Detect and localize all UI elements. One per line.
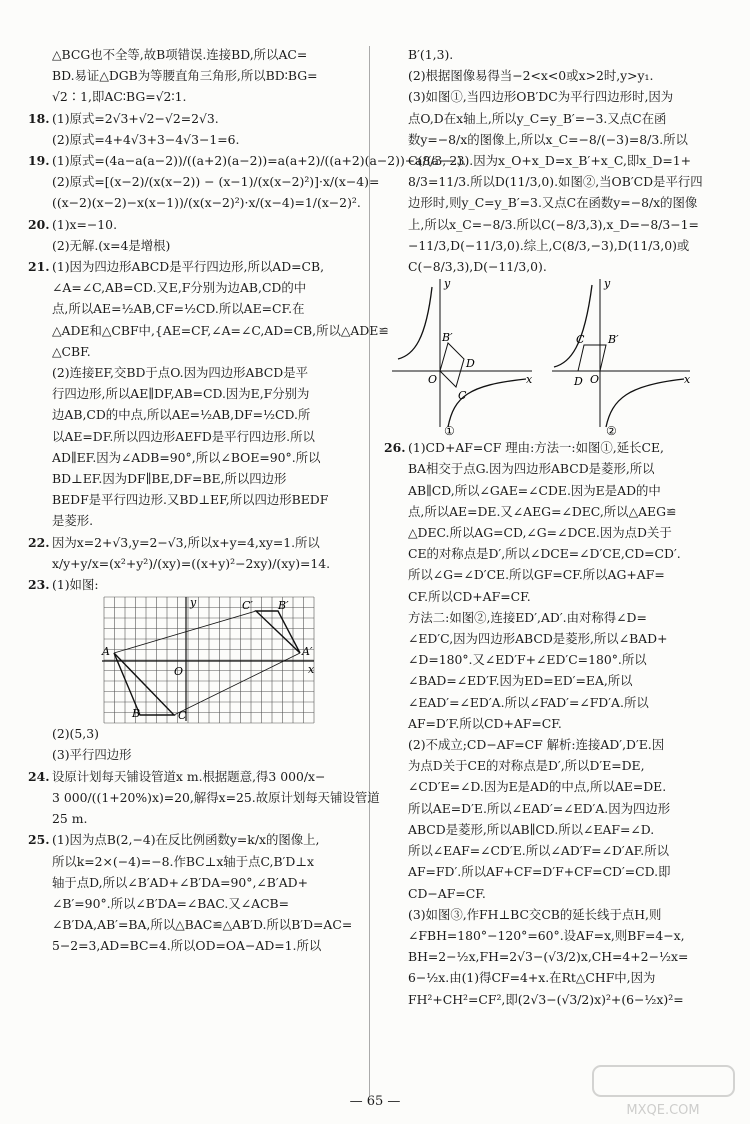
watermark-logo bbox=[591, 1064, 736, 1120]
text-line bbox=[384, 798, 710, 819]
text-line bbox=[28, 277, 358, 298]
line-text: 设原计划每天铺设管道x m.根据题意,得3 000/x− bbox=[52, 768, 326, 784]
question-number: 19. bbox=[28, 153, 50, 169]
text-line bbox=[28, 808, 358, 829]
line-text: FH²+CH²=CF²,即(2√3−(√3/2)x)²+(6−½x)²= bbox=[408, 991, 684, 1007]
text-line bbox=[384, 150, 710, 171]
fig1-c: C bbox=[458, 389, 467, 403]
text-line bbox=[28, 44, 358, 65]
text-line bbox=[384, 235, 710, 256]
line-text: (1)因为点B(2,−4)在反比例函数y=k/x的图像上, bbox=[52, 832, 320, 848]
text-line bbox=[384, 883, 710, 904]
text-line bbox=[384, 649, 710, 670]
text-line bbox=[28, 935, 358, 956]
text-line bbox=[384, 967, 710, 988]
line-text: ∠ED′C,因为四边形ABCD是菱形,所以∠BAD+ bbox=[408, 631, 668, 647]
fig1-b-prime: B′ bbox=[442, 331, 453, 345]
question-number: 25. bbox=[28, 832, 50, 848]
figure-1-caption: ① bbox=[444, 424, 455, 439]
line-text: (2)无解.(x=4是增根) bbox=[52, 237, 171, 253]
line-text: BD⊥EF.因为DF∥BE,DF=BE,所以四边形 bbox=[52, 471, 287, 487]
line-text: 上,所以x_C=−8/3.所以C(−8/3,3),x_D=−8/3−1= bbox=[408, 216, 699, 232]
line-text: 3 000/((1+20%)x)=20,解得x=25.故原计划每天铺设管道 bbox=[52, 789, 380, 805]
line-text: 方法二:如图②,连接ED′,AD′.由对称得∠D= bbox=[408, 609, 647, 625]
text-line bbox=[384, 607, 710, 628]
line-text: 是菱形. bbox=[52, 513, 94, 529]
question-number: 23. bbox=[28, 577, 50, 593]
text-line bbox=[28, 256, 358, 277]
line-text: (3)如图③,作FH⊥BC交CB的延长线于点H,则 bbox=[408, 906, 662, 922]
line-text: ∠A=∠C,AB=CD.又E,F分别为边AB,CD的中 bbox=[52, 280, 307, 296]
text-line bbox=[28, 829, 358, 850]
text-line bbox=[384, 108, 710, 129]
segment-c-a2 bbox=[174, 653, 300, 715]
line-text: ∠CD′E=∠D.因为E是AD的中点,所以AE=DE. bbox=[408, 779, 667, 795]
text-line bbox=[28, 468, 358, 489]
line-text: BD.易证△DGB为等腰直角三角形,所以BD∶BG= bbox=[52, 68, 318, 84]
line-text: 所以k=2×(−4)=−8.作BC⊥x轴于点C,B′D⊥x bbox=[52, 853, 314, 869]
line-text: 边形时,则y_C=y_B′=3.又点C在函数y=−8/x的图像 bbox=[408, 195, 698, 211]
line-text: (1)CD+AF=CF 理由:方法一:如图①,延长CE, bbox=[408, 440, 664, 456]
text-line bbox=[384, 755, 710, 776]
figure-2-caption: ② bbox=[606, 424, 617, 439]
line-text: 所以∠EAF=∠CD′E.所以∠AD′F=∠D′AF.所以 bbox=[408, 843, 670, 859]
question-number: 24. bbox=[28, 768, 50, 784]
line-text: 所以∠G=∠D′CE.所以GF=CF.所以AG+AF= bbox=[408, 567, 665, 583]
question-number: 20. bbox=[28, 216, 50, 232]
text-line bbox=[28, 426, 358, 447]
fig2-c: C bbox=[576, 333, 585, 347]
line-text: −11/3,D(−11/3,0).综上,C(8/3,−3),D(11/3,0)或 bbox=[408, 237, 690, 253]
text-line bbox=[384, 129, 710, 150]
line-text: △DEC.所以AG=CD,∠G=∠DCE.因为点D关于 bbox=[408, 525, 672, 541]
text-line bbox=[384, 522, 710, 543]
question-number: 22. bbox=[28, 534, 50, 550]
line-text: (2)原式=4+4√3+3−4√3−1=6. bbox=[52, 131, 240, 147]
text-line bbox=[384, 86, 710, 107]
line-text: (1)原式=2√3+√2−√2=2√3. bbox=[52, 110, 219, 126]
line-text: x/y+y/x=(x²+y²)/(xy)=((x+y)²−2xy)/(xy)=14. bbox=[52, 555, 331, 571]
text-line bbox=[28, 362, 358, 383]
coordinate-grid-svg bbox=[102, 595, 320, 723]
line-text: CF.所以CD+AF=CF. bbox=[408, 588, 531, 604]
line-text: (1)原式=(4a−a(a−2))/((a+2)(a−2))=a(a+2)/((a+2)(a−2))−a/(a−2). bbox=[52, 153, 467, 169]
line-text: (2)原式=[(x−2)/(x(x−2)) − (x−1)/(x(x−2)²)]·x/(x−4)= bbox=[52, 174, 380, 190]
text-line bbox=[28, 341, 358, 362]
line-text: ∠B′=90°.所以∠B′DA=∠BAC.又∠ACB= bbox=[52, 895, 290, 911]
text-line bbox=[384, 437, 710, 458]
grid-origin-label: O bbox=[174, 665, 184, 679]
text-line bbox=[384, 989, 710, 1010]
text-line bbox=[28, 914, 358, 935]
text-line bbox=[384, 543, 710, 564]
text-line bbox=[384, 214, 710, 235]
text-line bbox=[28, 851, 358, 872]
text-line bbox=[28, 171, 380, 192]
text-line bbox=[28, 108, 358, 129]
line-text: 行四边形,所以AE∥DF,AB=CD.因为E,F分别为 bbox=[52, 386, 310, 402]
line-text: ABCD是菱形,所以AB∥CD.所以∠EAF=∠D. bbox=[408, 821, 655, 837]
fig1-x-label: x bbox=[526, 373, 533, 387]
fig2-y-label: y bbox=[604, 277, 611, 291]
line-text: (2)不成立;CD−AF=CF 解析:连接AD′,D′E.因 bbox=[408, 737, 665, 753]
coordinate-grid-figure bbox=[102, 595, 358, 723]
fig1-origin: O bbox=[428, 373, 438, 387]
grid-point-b-prime: B′ bbox=[278, 599, 289, 613]
line-text: 为点D关于CE的对称点是D′,所以D′E=DE, bbox=[408, 758, 645, 774]
fig2-origin: O bbox=[590, 373, 600, 387]
text-line bbox=[28, 553, 358, 574]
text-line bbox=[384, 65, 710, 86]
column-divider bbox=[369, 46, 370, 1096]
text-line bbox=[384, 904, 710, 925]
line-text: 8/3=11/3.所以D(11/3,0).如图②,当OB′CD是平行四 bbox=[408, 174, 703, 190]
line-text: BEDF是平行四边形.又BD⊥EF,所以四边形BEDF bbox=[52, 492, 329, 508]
text-line bbox=[384, 192, 710, 213]
line-text: (1)x=−10. bbox=[52, 216, 118, 232]
fig2-x-label: x bbox=[684, 373, 691, 387]
text-line bbox=[384, 628, 710, 649]
line-text: BH=2−½x,FH=2√3−(√3/2)x,CH=4+2−½x= bbox=[408, 949, 689, 965]
text-line bbox=[28, 235, 358, 256]
right-text-block-2 bbox=[384, 437, 710, 1009]
text-line bbox=[384, 256, 710, 277]
watermark-text: MXQE.COM bbox=[626, 1103, 700, 1118]
line-text: 所以AE=D′E.所以∠EAD′=∠ED′A.因为四边形 bbox=[408, 800, 671, 816]
line-text: (3)平行四边形 bbox=[52, 747, 132, 763]
line-text: 点,所以AE=DE.又∠AEG=∠DEC,所以△AEG≌ bbox=[408, 503, 677, 519]
line-text: C(8/3,−3).因为x_O+x_D=x_B′+x_C,即x_D=1+ bbox=[408, 153, 692, 169]
text-line bbox=[384, 861, 710, 882]
text-line bbox=[384, 44, 710, 65]
text-line bbox=[28, 65, 358, 86]
fig2-d: D bbox=[574, 375, 583, 389]
text-line bbox=[28, 489, 358, 510]
text-line bbox=[384, 670, 710, 691]
text-line bbox=[28, 129, 358, 150]
triangle-abc bbox=[114, 653, 174, 715]
text-line bbox=[384, 501, 710, 522]
line-text: (1)因为四边形ABCD是平行四边形,所以AD=CB, bbox=[52, 259, 325, 275]
text-line bbox=[384, 734, 710, 755]
line-text: 轴于点D,所以∠B′AD+∠B′DA=90°,∠B′AD+ bbox=[52, 874, 308, 890]
line-text: (2)连接EF,交BD于点O.因为四边形ABCD是平 bbox=[52, 365, 308, 381]
hyperbola-figures bbox=[384, 277, 710, 437]
text-line bbox=[28, 192, 361, 213]
text-line bbox=[28, 574, 358, 595]
fig1-y-label: y bbox=[444, 277, 451, 291]
line-text: 5−2=3,AD=BC=4.所以OD=OA−AD=1.所以 bbox=[52, 938, 322, 954]
fig1-d: D bbox=[466, 357, 475, 371]
text-line bbox=[28, 150, 467, 171]
text-line bbox=[384, 458, 710, 479]
text-line bbox=[28, 298, 358, 319]
text-line bbox=[28, 766, 358, 787]
line-text: △CBF. bbox=[52, 343, 91, 359]
line-text: C(−8/3,3),D(−11/3,0). bbox=[408, 259, 547, 275]
line-text: ∠D=180°.又∠ED′F+∠ED′C=180°.所以 bbox=[408, 652, 647, 668]
text-line bbox=[384, 171, 710, 192]
line-text: AF=D′F.所以CD+AF=CF. bbox=[408, 715, 562, 731]
line-text: 因为x=2+√3,y=2−√3,所以x+y=4,xy=1.所以 bbox=[52, 534, 320, 550]
line-text: (3)如图①,当四边形OB′DC为平行四边形时,因为 bbox=[408, 89, 674, 105]
text-line bbox=[384, 776, 710, 797]
fig2-b-prime: B′ bbox=[608, 333, 619, 347]
line-text: 边AB,CD的中点,所以AE=½AB,DF=½CD.所 bbox=[52, 407, 311, 423]
text-line bbox=[28, 383, 358, 404]
text-line bbox=[28, 744, 358, 765]
line-text: BA相交于点G.因为四边形ABCD是菱形,所以 bbox=[408, 461, 655, 477]
line-text: ∠FBH=180°−120°=60°.设AF=x,则BF=4−x, bbox=[408, 927, 685, 943]
right-text-block bbox=[384, 44, 710, 277]
text-line bbox=[28, 447, 358, 468]
line-text: ∠BAD=∠ED′F.因为ED=ED′=EA,所以 bbox=[408, 673, 633, 689]
text-line bbox=[28, 893, 358, 914]
text-line bbox=[384, 946, 710, 967]
line-text: ∠EAD′=∠ED′A.所以∠FAD′=∠FD′A.所以 bbox=[408, 694, 649, 710]
left-text-block-2 bbox=[28, 723, 380, 956]
line-text: B′(1,3). bbox=[408, 47, 454, 62]
line-text: 6−½x.由(1)得CF=4+x.在Rt△CHF中,因为 bbox=[408, 970, 656, 986]
text-line bbox=[28, 510, 358, 531]
line-text: ((x−2)(x−2)−x(x−1))/(x(x−2)²)·x/(x−4)=1/(x−2)². bbox=[52, 195, 361, 211]
line-text: 点O,D在x轴上,所以y_C=y_B′=−3.又点C在函 bbox=[408, 110, 667, 126]
grid-point-a: A bbox=[102, 645, 110, 659]
text-line bbox=[384, 925, 710, 946]
right-column bbox=[384, 44, 710, 1010]
text-line bbox=[28, 404, 358, 425]
line-text: (2)(5,3) bbox=[52, 726, 99, 742]
figure-1 bbox=[392, 277, 533, 427]
triangle-a2b2c2 bbox=[256, 611, 300, 653]
page-number: — 65 — bbox=[349, 1094, 401, 1109]
grid-point-a-prime: A′ bbox=[302, 645, 313, 659]
line-text: 以AE=DF.所以四边形AEFD是平行四边形.所以 bbox=[52, 428, 315, 444]
text-line bbox=[28, 320, 389, 341]
text-line bbox=[28, 787, 380, 808]
line-text: AF=FD′.所以AF+CF=D′F+CF=CD′=CD.即 bbox=[408, 864, 671, 880]
text-line bbox=[28, 86, 358, 107]
hyperbola-svg bbox=[384, 277, 704, 437]
text-line bbox=[28, 723, 358, 744]
line-text: (1)如图: bbox=[52, 577, 99, 593]
line-text: 数y=−8/x的图像上,所以x_C=−8/(−3)=8/3.所以 bbox=[408, 131, 688, 147]
text-line bbox=[28, 214, 358, 235]
line-text: △BCG也不全等,故B项错误.连接BD,所以AC= bbox=[52, 47, 308, 62]
text-line bbox=[384, 692, 710, 713]
question-number: 18. bbox=[28, 110, 50, 126]
line-text: 点,所以AE=½AB,CF=½CD.所以AE=CF.在 bbox=[52, 301, 305, 317]
line-text: AD∥EF.因为∠ADB=90°,所以∠BOE=90°.所以 bbox=[52, 449, 321, 465]
text-line bbox=[28, 532, 358, 553]
text-line bbox=[384, 586, 710, 607]
line-text: 25 m. bbox=[52, 811, 88, 827]
text-line bbox=[384, 564, 710, 585]
line-text: ∠B′DA,AB′=BA,所以△BAC≌△AB′D.所以B′D=AC= bbox=[52, 917, 353, 933]
text-line bbox=[384, 713, 710, 734]
text-line bbox=[384, 819, 710, 840]
line-text: CD−AF=CF. bbox=[408, 885, 486, 901]
question-number: 21. bbox=[28, 259, 50, 275]
grid-point-c: C bbox=[178, 709, 187, 723]
line-text: (2)根据图像易得当−2<x<0或x>2时,y>y₁. bbox=[408, 68, 654, 84]
grid-point-b: B bbox=[132, 707, 141, 721]
line-text: AB∥CD,所以∠GAE=∠CDE.因为E是AD的中 bbox=[408, 482, 661, 498]
question-number: 26. bbox=[384, 440, 406, 456]
line-text: √2∶1,即AC∶BG=√2∶1. bbox=[52, 89, 187, 105]
grid-point-c-prime: C′ bbox=[242, 599, 253, 613]
grid-x-label: x bbox=[308, 663, 315, 677]
grid-y-label: y bbox=[190, 596, 197, 610]
line-text: △ADE和△CBF中,{AE=CF,∠A=∠C,AD=CB,所以△ADE≌ bbox=[52, 322, 389, 338]
figure-2 bbox=[552, 277, 691, 427]
line-text: CE的对称点是D′,所以∠DCE=∠D′CE,CD=CD′. bbox=[408, 546, 681, 562]
text-line bbox=[28, 872, 358, 893]
text-line bbox=[384, 840, 710, 861]
text-line bbox=[384, 480, 710, 501]
